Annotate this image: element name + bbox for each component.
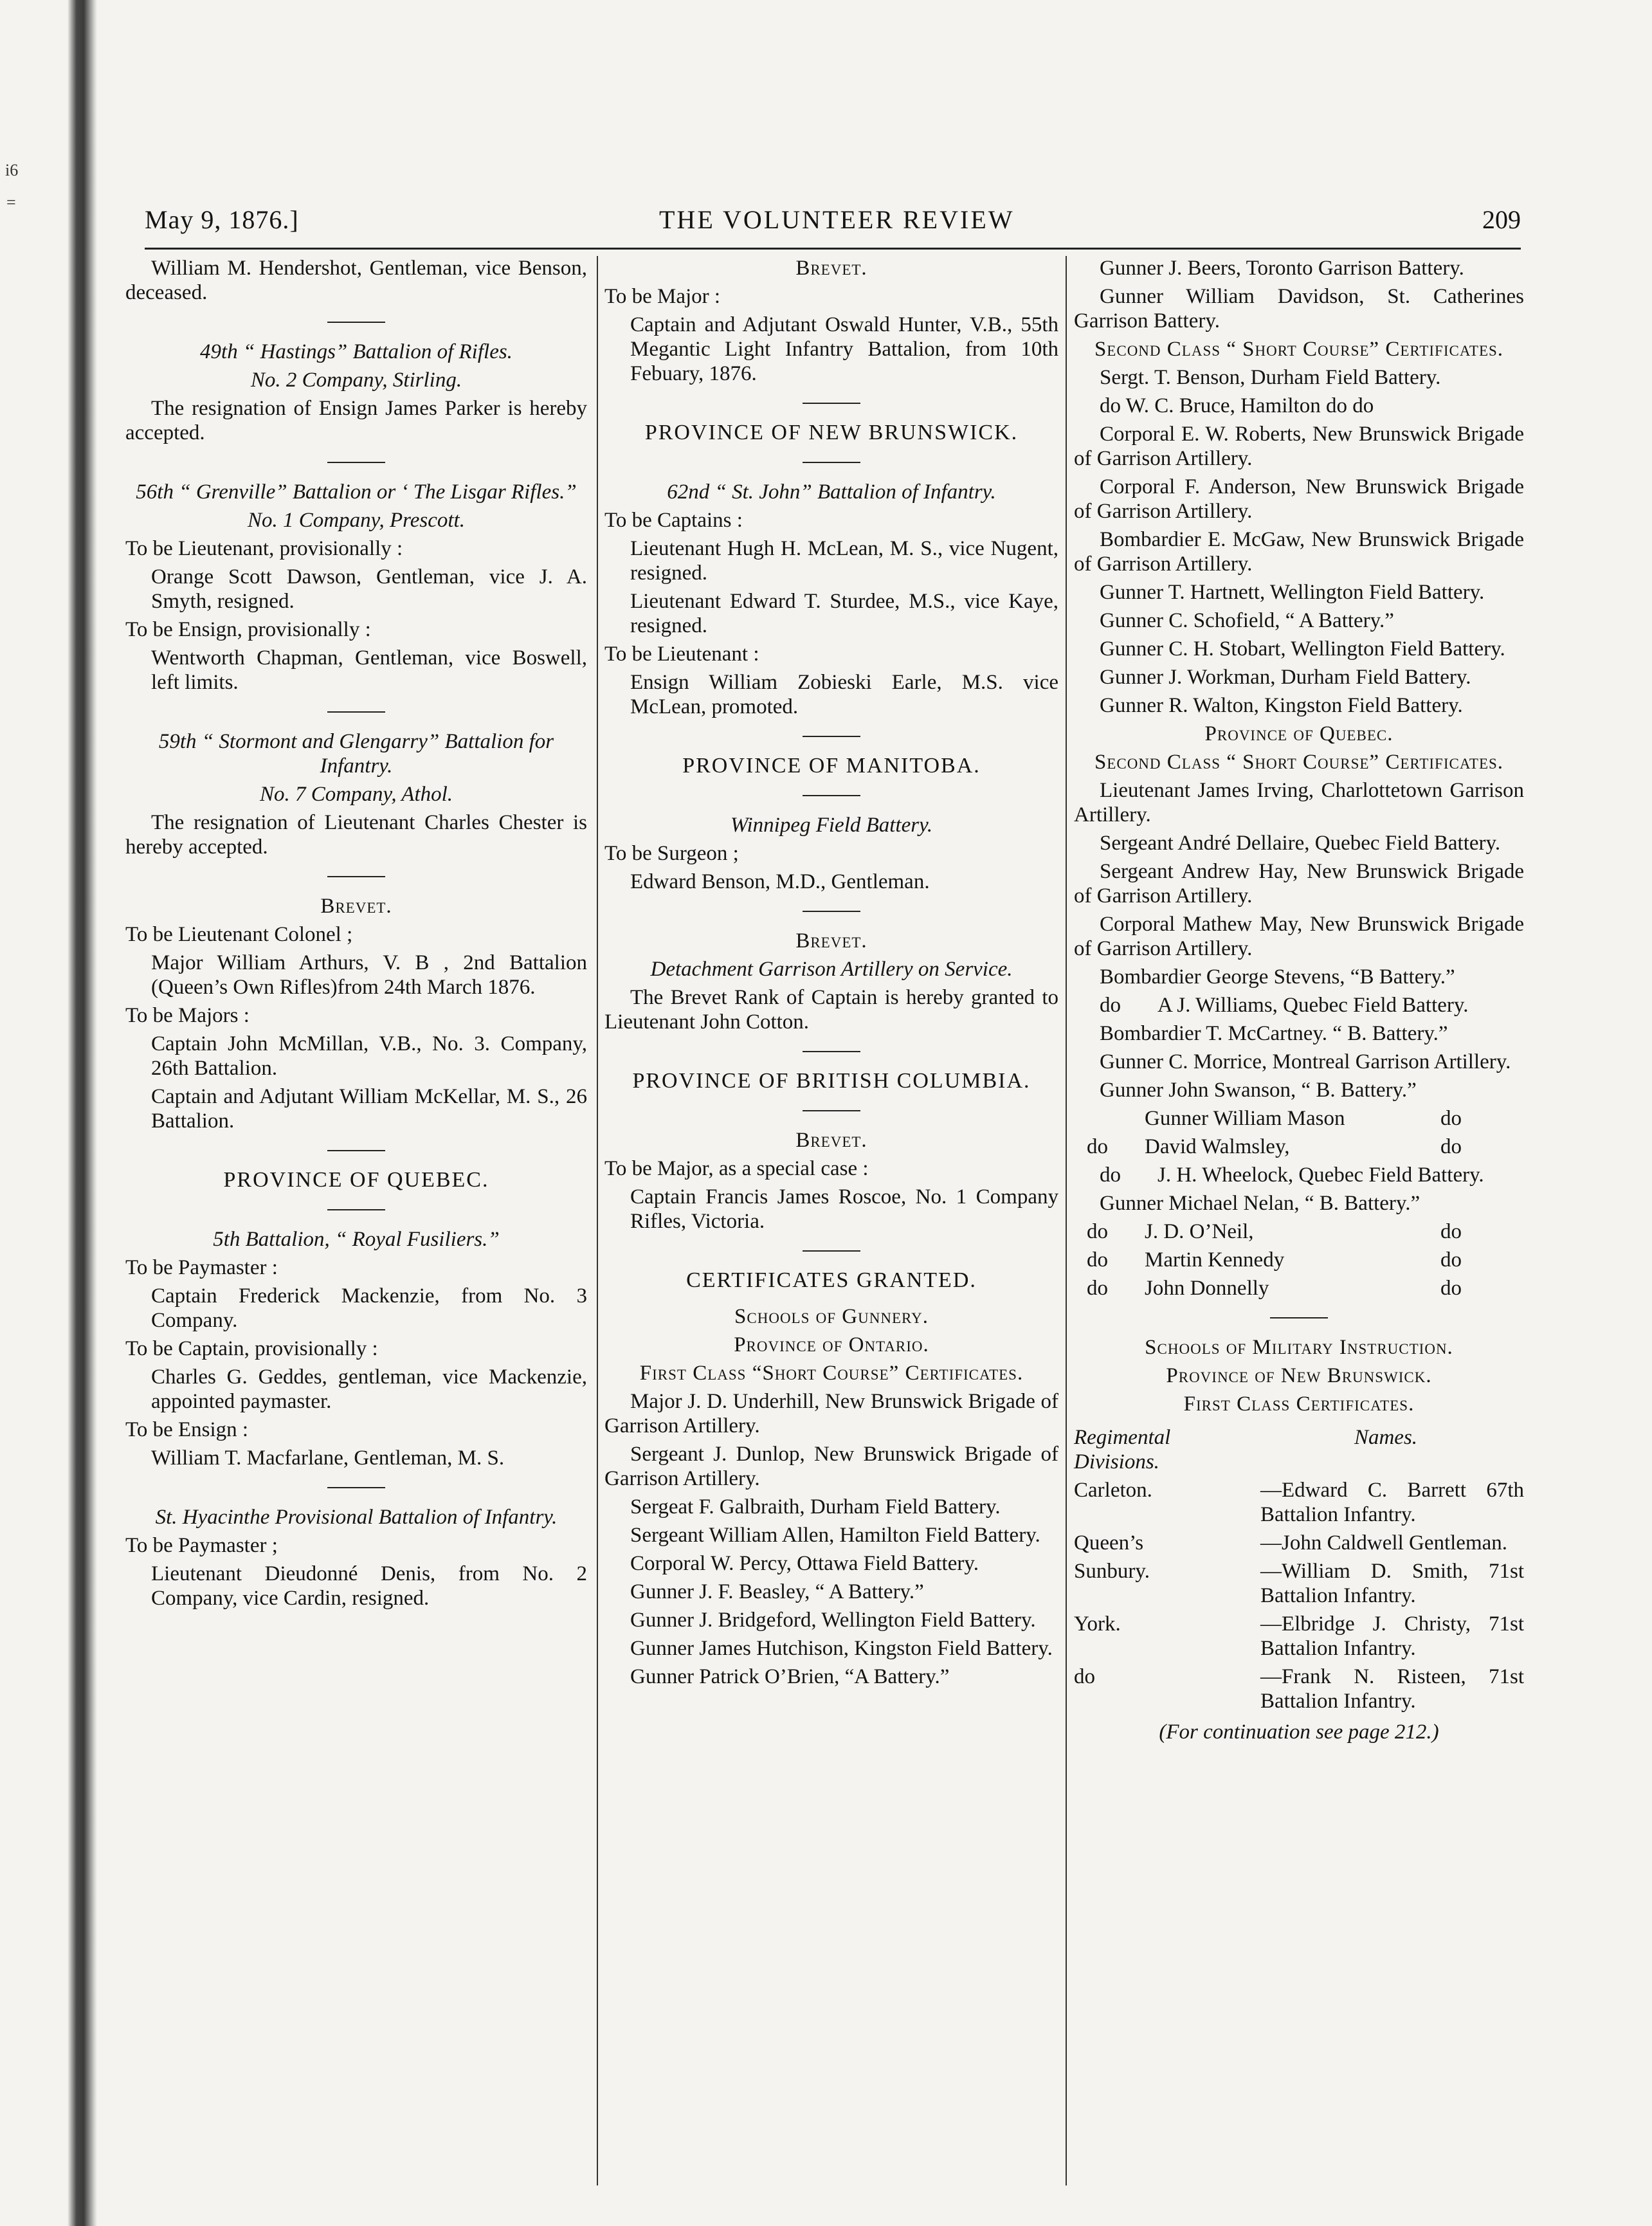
continuation-note: (For continuation see page 212.): [1159, 1720, 1439, 1744]
small-caps-heading: Second Class “ Short Course” Certificates.: [1094, 751, 1504, 774]
appointment-entry: Captain and Adjutant Oswald Hunter, V.B., 55th Megantic Light Infantry Battalion, from 10th Febuary, 1876.: [630, 313, 1058, 385]
appointment-entry: Orange Scott Dawson, Gentleman, vice J. A. Smyth, resigned.: [151, 565, 587, 613]
appointment-label: To be Paymaster ;: [125, 1534, 278, 1557]
header-page-number: 209: [1482, 205, 1521, 234]
section-title: Winnipeg Field Battery.: [730, 814, 933, 837]
small-caps-heading: Schools of Military Instruction.: [1145, 1336, 1453, 1359]
paragraph: Lieutenant James Irving, Charlottetown Garrison Artillery.: [1074, 779, 1524, 826]
section-divider: [803, 736, 860, 737]
roster-row: [1074, 1531, 1524, 1555]
small-caps-heading: First Class Certificates.: [1183, 1392, 1415, 1416]
paragraph: The resignation of Ensign James Parker is hereby accepted.: [125, 397, 587, 444]
ditto-mark: [1518, 1219, 1524, 1244]
entry-name: J. D. O’Neil,: [1145, 1220, 1254, 1243]
ditto-mark: do: [1440, 1248, 1462, 1272]
section-divider: [803, 1250, 860, 1252]
ditto-mark: do: [1087, 1277, 1108, 1300]
paragraph: Bombardier T. McCartney. “ B. Battery.”: [1100, 1022, 1448, 1045]
small-caps-heading: Province of Ontario.: [734, 1333, 929, 1356]
appointment-label: To be Major :: [604, 285, 721, 308]
roster-header: [1074, 1425, 1524, 1474]
header-date: May 9, 1876.]: [145, 205, 299, 234]
small-caps-heading: Schools of Gunnery.: [734, 1305, 929, 1328]
roster-name: —John Caldwell Gentleman.: [1260, 1531, 1508, 1555]
certificate-entry: [1074, 1163, 1524, 1187]
paragraph: Gunner James Hutchison, Kingston Field Battery.: [630, 1637, 1053, 1660]
column-rule-left: [597, 256, 598, 2185]
paragraph: Gunner C. H. Stobart, Wellington Field Battery.: [1100, 637, 1505, 661]
certificate-entry: [1074, 1276, 1524, 1300]
appointment-label: To be Major, as a special case :: [604, 1157, 869, 1180]
paragraph: William M. Hendershot, Gentleman, vice Benson, deceased.: [125, 257, 587, 304]
paragraph: The Brevet Rank of Captain is hereby granted to Lieutenant John Cotton.: [604, 986, 1058, 1034]
paragraph: Sergeant J. Dunlop, New Brunswick Brigade of Garrison Artillery.: [604, 1443, 1058, 1490]
appointment-entry: Charles G. Geddes, gentleman, vice Mackenzie, appointed paymaster.: [151, 1365, 587, 1413]
ditto-mark: do: [1087, 1135, 1108, 1158]
page-header: [145, 205, 1521, 243]
section-title: No. 7 Company, Athol.: [259, 783, 453, 806]
paragraph: Bombardier E. McGaw, New Brunswick Brigade of Garrison Artillery.: [1074, 528, 1524, 576]
certificate-entry: [1074, 1219, 1524, 1244]
appointment-label: To be Lieutenant :: [604, 643, 759, 666]
section-title: 49th “ Hastings” Battalion of Rifles.: [200, 340, 513, 363]
paragraph: Gunner J. Beers, Toronto Garrison Battery.: [1100, 257, 1464, 280]
section-title: 5th Battalion, “ Royal Fusiliers.”: [213, 1228, 500, 1251]
appointment-label: To be Ensign :: [125, 1418, 249, 1441]
paragraph: The resignation of Lieutenant Charles Chester is hereby accepted.: [125, 811, 587, 859]
roster-name: —Frank N. Risteen, 71st Battalion Infantry.: [1260, 1665, 1524, 1713]
small-caps-heading: Brevet.: [795, 929, 867, 953]
ditto-mark: do: [1100, 1163, 1121, 1187]
margin-mark-top: i6: [5, 161, 19, 179]
paragraph: Gunner J. Bridgeford, Wellington Field Battery.: [630, 1609, 1036, 1632]
small-caps-heading: Province of New Brunswick.: [1166, 1364, 1432, 1387]
appointment-label: To be Lieutenant, provisionally :: [125, 537, 403, 560]
appointment-label: To be Captains :: [604, 509, 743, 532]
paragraph: Major J. D. Underhill, New Brunswick Brigade of Garrison Artillery.: [604, 1390, 1058, 1437]
entry-name: J. H. Wheelock, Quebec Field Battery.: [1157, 1163, 1484, 1187]
ditto-mark: do: [1440, 1107, 1462, 1130]
province-heading: PROVINCE OF QUEBEC.: [223, 1168, 489, 1192]
section-divider: [803, 403, 860, 404]
roster-row: [1074, 1612, 1524, 1661]
roster-division: Queen’s: [1074, 1531, 1144, 1555]
header-rule: [145, 248, 1521, 250]
section-divider: [803, 795, 860, 796]
small-caps-heading: Brevet.: [795, 1129, 867, 1152]
ditto-mark: do: [1087, 1220, 1108, 1243]
ditto-mark: [1518, 1248, 1524, 1272]
certificate-entry: [1074, 1248, 1524, 1272]
paragraph: Gunner J. F. Beasley, “ A Battery.”: [630, 1580, 924, 1603]
section-divider: [803, 1110, 860, 1111]
section-title: 56th “ Grenville” Battalion or ‘ The Lisgar Rifles.”: [136, 480, 577, 504]
paragraph: Gunner Patrick O’Brien, “A Battery.”: [630, 1665, 950, 1688]
section-divider: [327, 462, 385, 463]
paragraph: do W. C. Bruce, Hamilton do do: [1100, 394, 1374, 417]
paragraph: Corporal E. W. Roberts, New Brunswick Brigade of Garrison Artillery.: [1074, 423, 1524, 470]
province-heading: PROVINCE OF MANITOBA.: [682, 754, 981, 778]
roster-division: Carleton.: [1074, 1479, 1152, 1502]
section-title: St. Hyacinthe Provisional Battalion of Infantry.: [155, 1506, 558, 1529]
section-divider: [327, 1487, 385, 1488]
section-title: 62nd “ St. John” Battalion of Infantry.: [667, 480, 996, 504]
appointment-entry: Captain and Adjutant William McKellar, M. S., 26 Battalion.: [151, 1085, 587, 1133]
appointment-entry: Ensign William Zobieski Earle, M.S. vice McLean, promoted.: [630, 671, 1058, 718]
section-divider: [803, 911, 860, 912]
roster-division: York.: [1074, 1612, 1121, 1636]
roster-row: [1074, 1478, 1524, 1527]
paragraph: Gunner John Swanson, “ B. Battery.”: [1100, 1079, 1417, 1102]
roster-division: do: [1074, 1665, 1095, 1688]
section-divider: [803, 462, 860, 463]
section-divider: [327, 322, 385, 323]
paragraph: Sergt. T. Benson, Durham Field Battery.: [1100, 366, 1441, 389]
ditto-mark: do: [1440, 1135, 1462, 1158]
ditto-mark: do: [1440, 1277, 1462, 1300]
roster-name: —William D. Smith, 71st Battalion Infantry.: [1260, 1560, 1524, 1607]
column-rule-right: [1066, 256, 1067, 2185]
paragraph: Gunner C. Schofield, “ A Battery.”: [1100, 609, 1394, 632]
entry-name: Martin Kennedy: [1145, 1248, 1285, 1272]
appointment-label: To be Captain, provisionally :: [125, 1337, 378, 1360]
small-caps-heading: Province of Quebec.: [1204, 722, 1393, 745]
appointment-entry: Edward Benson, M.D., Gentleman.: [630, 870, 930, 893]
margin-mark-second: =: [6, 193, 16, 212]
paragraph: Corporal Mathew May, New Brunswick Brigade of Garrison Artillery.: [1074, 913, 1524, 960]
roster-header-names: Names.: [1354, 1426, 1418, 1449]
ditto-mark: [1074, 1106, 1145, 1131]
appointment-label: To be Paymaster :: [125, 1256, 278, 1279]
roster-name: —Elbridge J. Christy, 71st Battalion Infantry.: [1260, 1612, 1524, 1660]
certificate-entry: [1074, 993, 1524, 1017]
section-divider: [803, 1051, 860, 1052]
paragraph: Gunner T. Hartnett, Wellington Field Battery.: [1100, 581, 1485, 604]
paragraph: Gunner William Davidson, St. Catherines Garrison Battery.: [1074, 285, 1524, 333]
page-binding-shadow: [68, 0, 97, 2226]
section-divider: [1270, 1317, 1328, 1318]
ditto-mark: [1518, 1106, 1524, 1131]
paragraph: Sergeant William Allen, Hamilton Field Battery.: [630, 1524, 1040, 1547]
appointment-label: To be Surgeon ;: [604, 842, 739, 865]
appointment-entry: Lieutenant Edward T. Sturdee, M.S., vice Kaye, resigned.: [630, 590, 1058, 637]
paragraph: Gunner C. Morrice, Montreal Garrison Artillery.: [1100, 1050, 1511, 1073]
section-title: No. 2 Company, Stirling.: [250, 369, 462, 392]
section-divider: [327, 1209, 385, 1210]
header-title: THE VOLUNTEER REVIEW: [659, 205, 1015, 234]
appointment-label: To be Majors :: [125, 1004, 250, 1027]
entry-name: David Walmsley,: [1145, 1135, 1290, 1158]
section-title: Detachment Garrison Artillery on Service.: [650, 958, 1013, 981]
paragraph: Gunner J. Workman, Durham Field Battery.: [1100, 666, 1471, 689]
column-right: [1074, 256, 1524, 1765]
province-heading: PROVINCE OF BRITISH COLUMBIA.: [632, 1069, 1031, 1093]
appointment-entry: Major William Arthurs, V. B , 2nd Battalion (Queen’s Own Rifles)from 24th March 1876.: [151, 951, 587, 999]
section-divider: [327, 1150, 385, 1151]
column-middle: [604, 256, 1058, 1693]
paragraph: Sergeant André Dellaire, Quebec Field Battery.: [1100, 832, 1501, 855]
ditto-mark: do: [1087, 1248, 1108, 1272]
paragraph: Bombardier George Stevens, “B Battery.”: [1100, 965, 1455, 989]
section-divider: [327, 876, 385, 877]
roster-name: —Edward C. Barrett 67th Battalion Infantry.: [1260, 1479, 1524, 1526]
paragraph: Sergeat F. Galbraith, Durham Field Battery.: [630, 1495, 1001, 1519]
appointment-label: To be Ensign, provisionally :: [125, 618, 371, 641]
ditto-mark: [1518, 1135, 1524, 1159]
roster-header-division: Regimental Divisions.: [1074, 1426, 1171, 1473]
entry-name: Gunner William Mason: [1145, 1107, 1345, 1130]
paragraph: Gunner R. Walton, Kingston Field Battery.: [1100, 694, 1463, 717]
ditto-mark: [1518, 1276, 1524, 1300]
appointment-entry: Wentworth Chapman, Gentleman, vice Boswell, left limits.: [151, 646, 587, 694]
roster-division: Sunbury.: [1074, 1560, 1150, 1583]
paragraph: Gunner Michael Nelan, “ B. Battery.”: [1100, 1192, 1421, 1215]
paragraph: Corporal F. Anderson, New Brunswick Brigade of Garrison Artillery.: [1074, 475, 1524, 523]
column-left: [125, 256, 587, 1614]
paragraph: Sergeant Andrew Hay, New Brunswick Brigade of Garrison Artillery.: [1074, 860, 1524, 908]
appointment-entry: Lieutenant Hugh H. McLean, M. S., vice Nugent, resigned.: [630, 537, 1058, 585]
appointment-entry: William T. Macfarlane, Gentleman, M. S.: [151, 1446, 505, 1470]
small-caps-heading: Brevet.: [320, 895, 392, 918]
province-heading: PROVINCE OF NEW BRUNSWICK.: [644, 421, 1019, 444]
roster-row: [1074, 1559, 1524, 1608]
small-caps-heading: Brevet.: [795, 257, 867, 280]
entry-name: A J. Williams, Quebec Field Battery.: [1157, 994, 1469, 1017]
section-divider: [327, 711, 385, 713]
appointment-entry: Captain Francis James Roscoe, No. 1 Company Rifles, Victoria.: [630, 1185, 1058, 1233]
ditto-mark: do: [1100, 994, 1121, 1017]
section-title: No. 1 Company, Prescott.: [248, 509, 465, 532]
appointment-entry: Lieutenant Dieudonné Denis, from No. 2 Company, vice Cardin, resigned.: [151, 1562, 587, 1610]
roster-row: [1074, 1665, 1524, 1713]
certificate-entry: [1074, 1135, 1524, 1159]
province-heading: CERTIFICATES GRANTED.: [686, 1268, 977, 1292]
appointment-entry: Captain Frederick Mackenzie, from No. 3 Company.: [151, 1284, 587, 1332]
appointment-label: To be Lieutenant Colonel ;: [125, 923, 353, 946]
section-title: 59th “ Stormont and Glengarry” Battalion for Infantry.: [158, 730, 554, 778]
certificate-entry: [1074, 1106, 1524, 1131]
entry-name: John Donnelly: [1145, 1277, 1269, 1300]
ditto-mark: do: [1440, 1220, 1462, 1243]
small-caps-heading: Second Class “ Short Course” Certificates.: [1094, 338, 1504, 361]
small-caps-heading: First Class “Short Course” Certificates.: [639, 1362, 1024, 1385]
appointment-entry: Captain John McMillan, V.B., No. 3. Company, 26th Battalion.: [151, 1032, 587, 1080]
paragraph: Corporal W. Percy, Ottawa Field Battery.: [630, 1552, 979, 1575]
